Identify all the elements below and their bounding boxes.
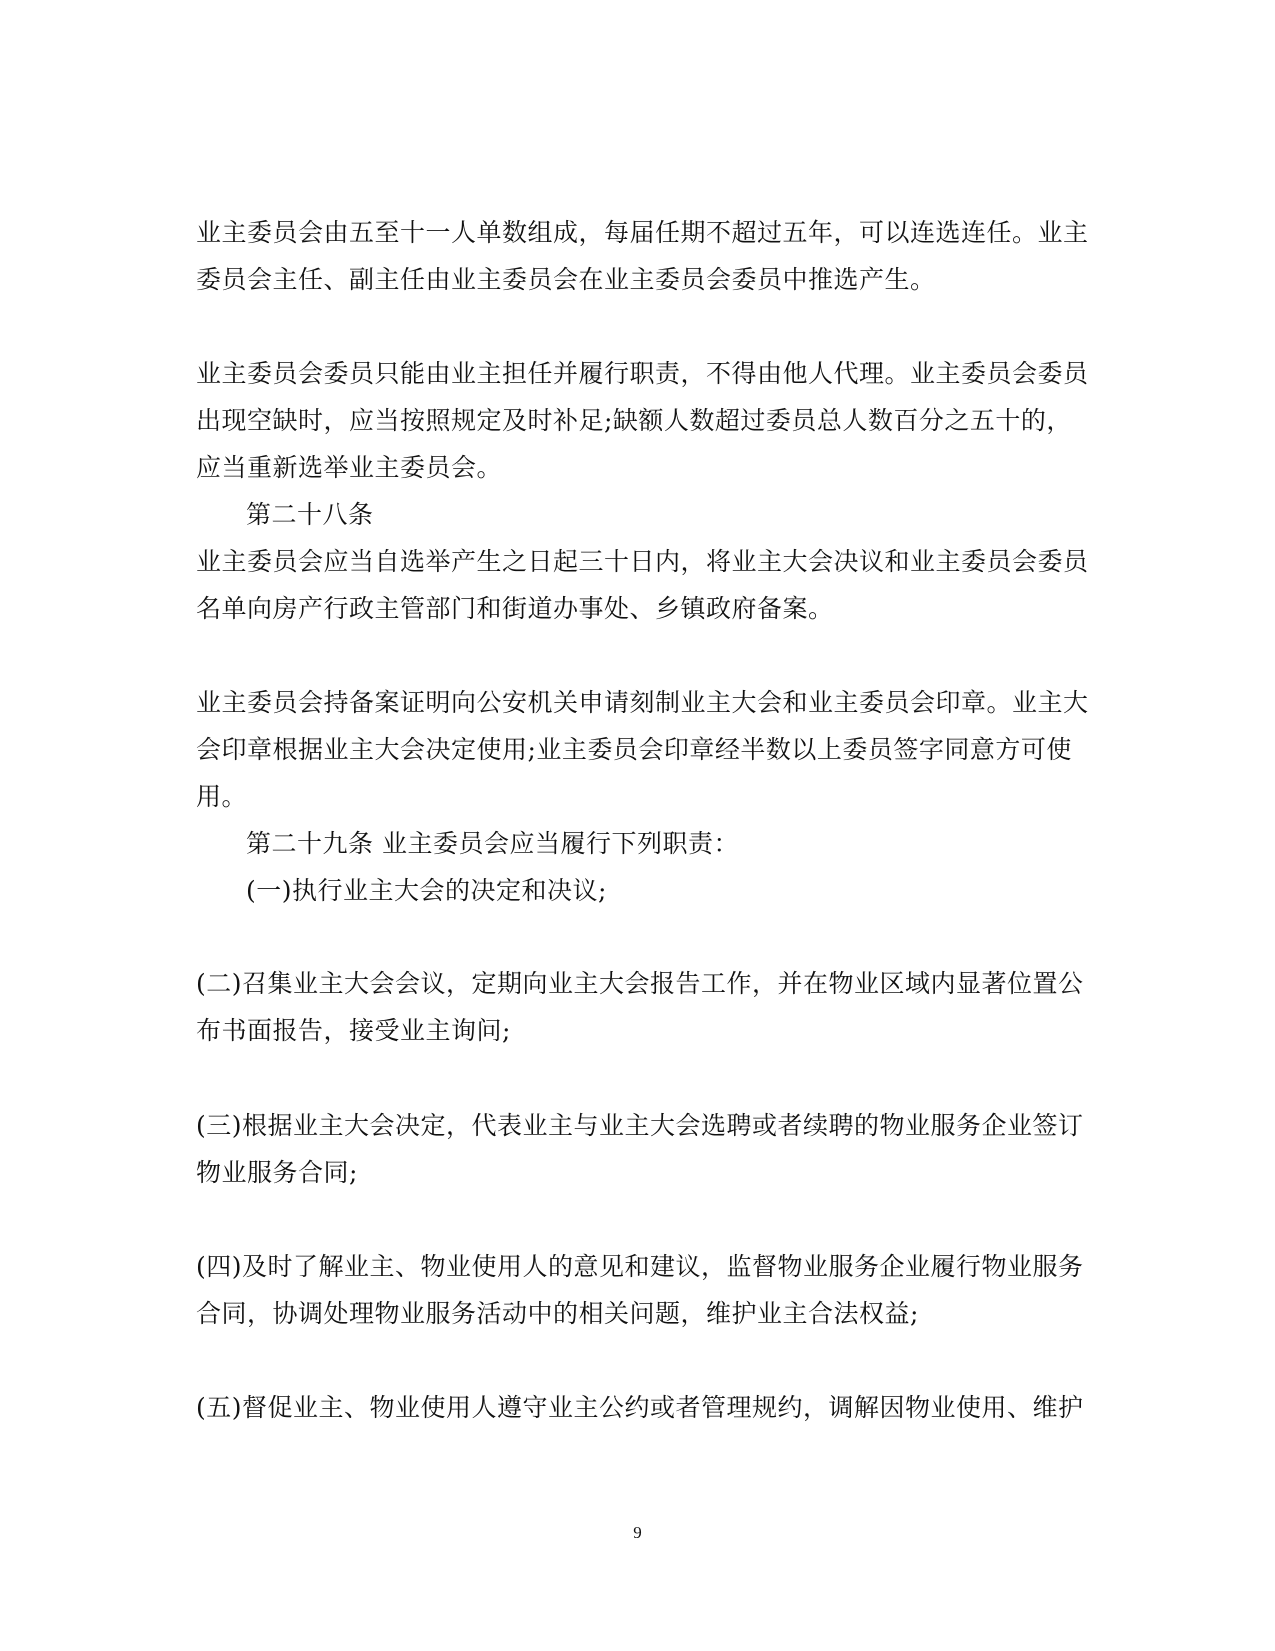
list-item: (五)督促业主、物业使用人遵守业主公约或者管理规约，调解因物业使用、维护: [196, 1393, 1084, 1422]
text-line: 出现空缺时，应当按照规定及时补足;缺额人数超过委员总人数百分之五十的，: [196, 406, 1072, 435]
text-line: 名单向房产行政主管部门和街道办事处、乡镇政府备案。: [196, 594, 834, 623]
text-line: 业主委员会由五至十一人单数组成，每届任期不超过五年，可以连选连任。业主: [196, 218, 1089, 247]
text-line: 用。: [196, 782, 248, 811]
text-line: 业主委员会持备案证明向公安机关申请刻制业主大会和业主委员会印章。业主大: [196, 688, 1089, 717]
list-item: (一)执行业主大会的决定和决议;: [246, 876, 607, 905]
text-line: 业主委员会委员只能由业主担任并履行职责，不得由他人代理。业主委员会委员: [196, 359, 1089, 388]
list-item: (四)及时了解业主、物业使用人的意见和建议，监督物业服务企业履行物业服务: [196, 1252, 1084, 1281]
text-line: 布书面报告，接受业主询问;: [196, 1016, 511, 1045]
list-item: (二)召集业主大会会议，定期向业主大会报告工作，并在物业区域内显著位置公: [196, 969, 1084, 998]
text-line: 业主委员会应当自选举产生之日起三十日内，将业主大会决议和业主委员会委员: [196, 547, 1089, 576]
article-heading: 第二十九条 业主委员会应当履行下列职责：: [246, 829, 739, 858]
text-line: 会印章根据业主大会决定使用;业主委员会印章经半数以上委员签字同意方可使: [196, 735, 1072, 764]
text-line: 应当重新选举业主委员会。: [196, 453, 503, 482]
text-line: 委员会主任、副主任由业主委员会在业主委员会委员中推选产生。: [196, 265, 936, 294]
page-number: 9: [633, 1523, 642, 1542]
text-line: 合同，协调处理物业服务活动中的相关问题，维护业主合法权益;: [196, 1299, 919, 1328]
text-line: 物业服务合同;: [196, 1158, 358, 1187]
article-heading: 第二十八条: [246, 500, 374, 529]
list-item: (三)根据业主大会决定，代表业主与业主大会选聘或者续聘的物业服务企业签订: [196, 1111, 1084, 1140]
